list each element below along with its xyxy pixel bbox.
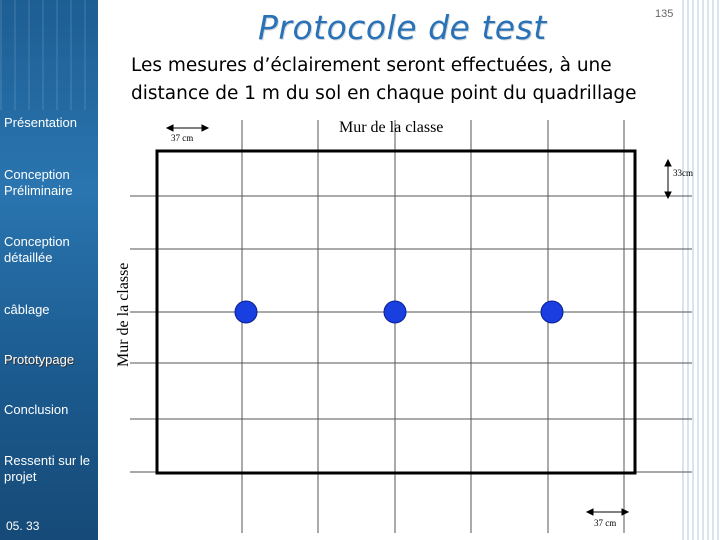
wall-left-label: Mur de la classe [115, 262, 132, 367]
sidebar-item-presentation[interactable]: Présentation [4, 115, 77, 130]
wall-top-label: Mur de la classe [339, 119, 444, 136]
page-number: 135 [655, 8, 674, 20]
light-point [541, 301, 563, 323]
sidebar-item-conception-preliminaire[interactable]: Conception Préliminaire [4, 167, 73, 198]
subtitle: Les mesures d’éclairement seront effectuées, à une distance de 1 m du sol en chaque point du quadrillage [131, 55, 637, 104]
sidebar-item-cablage[interactable]: câblage [4, 302, 50, 317]
sidebar-item-ressenti[interactable]: Ressenti sur le projet [4, 453, 90, 484]
grid-horizontal-lines [130, 196, 692, 472]
dim-bottom-label: 37 cm [594, 518, 617, 528]
light-point [235, 301, 257, 323]
page-title: Protocole de test [258, 8, 547, 47]
sidebar-item-conception-detaillee[interactable]: Conception détaillée [4, 234, 70, 265]
sidebar-item-conclusion[interactable]: Conclusion [4, 402, 69, 417]
grid-vertical-lines [242, 120, 624, 533]
dim-top-label: 37 cm [171, 133, 194, 143]
sidebar-item-prototypage[interactable]: Prototypage [4, 352, 75, 367]
dim-right-label: 33cm [673, 168, 693, 178]
footer-date: 05. 33 [6, 519, 40, 533]
light-point [384, 301, 406, 323]
